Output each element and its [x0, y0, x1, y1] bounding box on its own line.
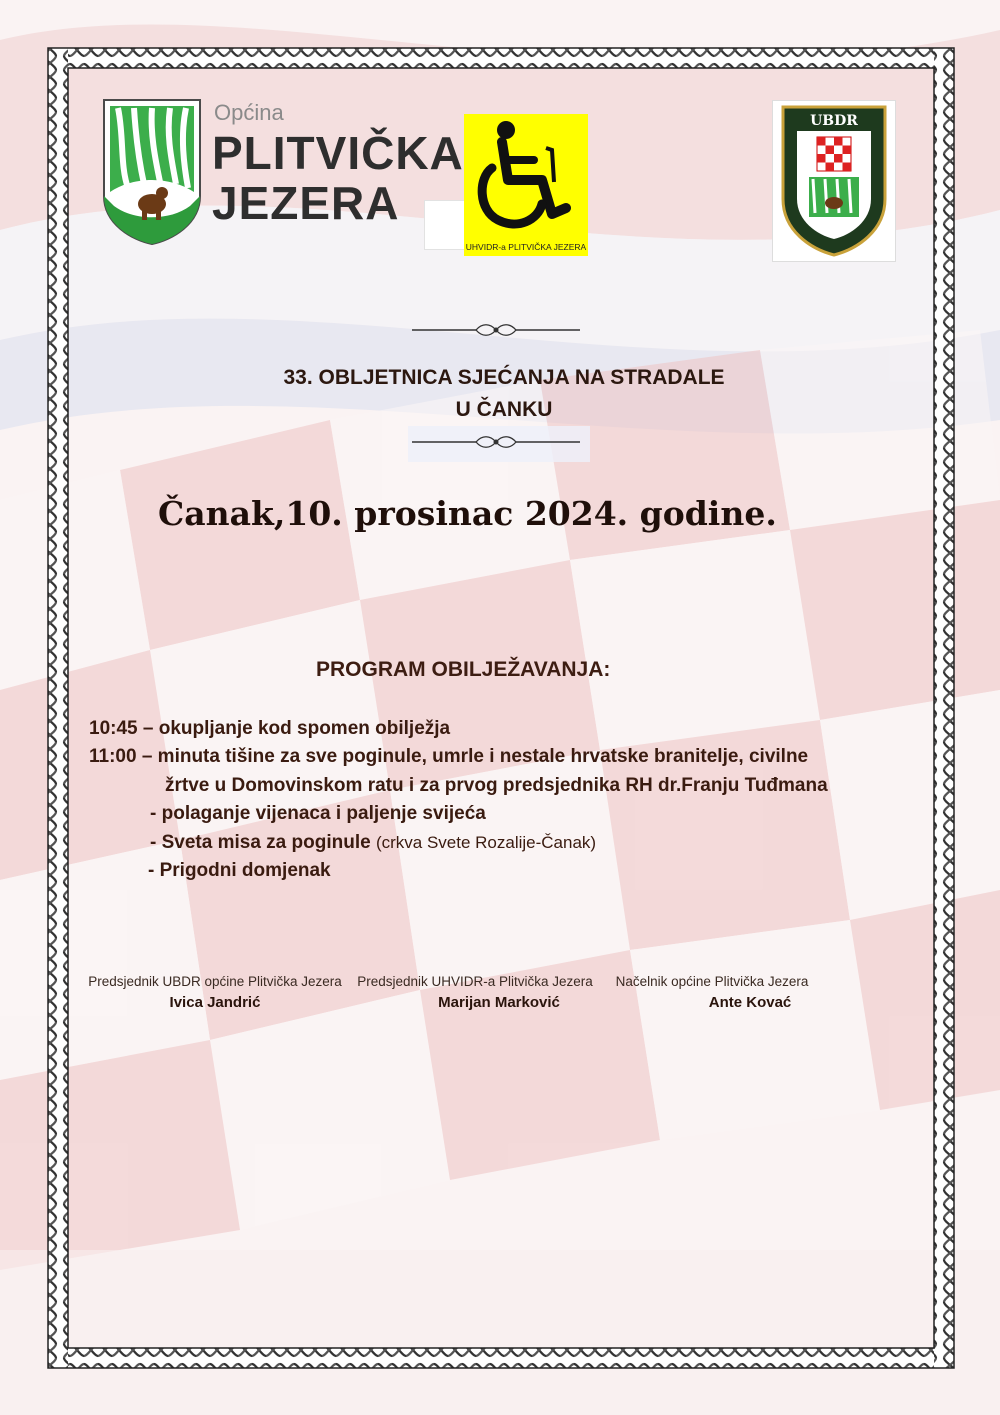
blank-box	[424, 200, 466, 250]
signature-role-1: Predsjednik UBDR općine Plitvička Jezera	[88, 974, 342, 989]
program-item-2: 11:00 – minuta tišine za sve poginule, umrle i nestale hrvatske branitelje, civilne	[89, 746, 809, 767]
heading-line2: U ČANKU	[455, 398, 553, 421]
ornament-divider-bottom	[410, 434, 582, 450]
signature-name-2: Marijan Marković	[438, 994, 560, 1011]
opcina-logo	[100, 96, 464, 246]
signature-name-1: Ivica Jandrić	[169, 994, 261, 1011]
uhvidr-logo	[464, 114, 588, 256]
jezera-label: JEZERA	[212, 177, 400, 229]
program-item-5: - Prigodni domjenak	[148, 860, 331, 881]
signature-name-3: Ante Kovać	[708, 994, 792, 1011]
program-item-4	[150, 832, 596, 854]
plitvicka-label: PLITVIČKA	[212, 127, 464, 179]
ornament-divider-top	[410, 322, 582, 338]
program-item-4-text: - Sveta misa za poginule	[150, 832, 371, 853]
heading-line1: 33. OBLJETNICA SJEĆANJA NA STRADALE	[283, 366, 725, 389]
signature-role-3: Načelnik općine Plitvička Jezera	[615, 974, 809, 989]
program-item-3: - polaganje vijenaca i paljenje svijeća	[150, 803, 486, 824]
event-date: Čanak,10. prosinac 2024. godine.	[158, 494, 777, 533]
wheelchair-icon	[472, 118, 582, 236]
uhvidr-caption: UHVIDR-a PLITVIČKA JEZERA	[465, 242, 587, 252]
coat-of-arms-icon	[100, 96, 204, 246]
program-item-4-note: (crkva Svete Rozalije-Čanak)	[375, 833, 597, 852]
ubdr-logo	[772, 100, 896, 262]
shield-checkerboard-icon	[779, 103, 889, 257]
program-item-2-continued: žrtve u Domovinskom ratu i za prvog predsjednika RH dr.Franju Tuđmana	[165, 775, 828, 796]
opcina-label: Općina	[214, 100, 284, 125]
ubdr-top-text: UBDR	[810, 113, 858, 129]
program-title: PROGRAM OBILJEŽAVANJA:	[316, 658, 611, 681]
signature-role-2: Predsjednik UHVIDR-a Plitvička Jezera	[357, 974, 593, 989]
program-item-1: 10:45 – okupljanje kod spomen obilježja	[89, 718, 451, 739]
